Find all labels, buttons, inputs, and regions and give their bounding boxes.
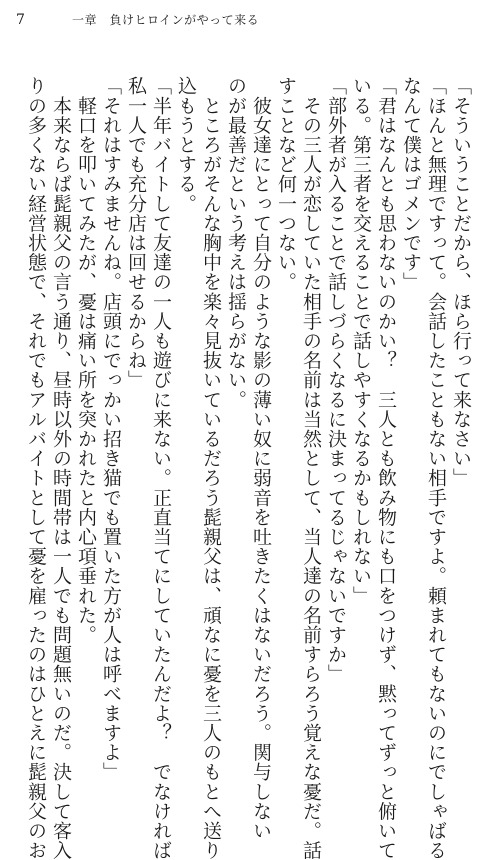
text-line: いる。第三者を交えることで話しやすくなるかもしれない」	[350, 76, 372, 606]
text-line: 込もうとする。	[175, 76, 197, 214]
text-line: 「君はなんとも思わないのかい？ 三人とも飲み物にも口をつけず、黙ってずっと俯いて	[375, 76, 397, 860]
text-line: 「部外者が入ることで話しづらくなるに決まってるじゃないですか」	[325, 76, 347, 684]
text-line: 「半年バイトして友達の一人も遊びに来ない。正直当てにしていたんだよ？ でなければ	[150, 76, 172, 860]
text-line: すことなど何一つない。	[275, 76, 297, 292]
text-line: りの多くない経営状態で、それでもアルバイトとして憂を雇ったのはひとえに髭親父のお	[25, 76, 47, 860]
text-line: 「ほんと無理ですって。会話したこともない相手ですよ。頼まれてもないのにでしゃばる	[425, 76, 447, 860]
page-number: 7	[16, 12, 25, 28]
text-line: ところがそんな胸中を楽々見抜いているだろう髭親父は、頑なに憂を三人のもとへ送り	[200, 76, 222, 860]
text-line: のが最善だという考えは揺らがない。	[225, 76, 247, 410]
text-line: 「それはすみませんね。店頭にでっかい招き猫でも置いた方が人は呼べますよ」	[100, 76, 122, 782]
text-line: 彼女達にとって自分のような影の薄い奴に弱音を吐きたくはないだろう。関与しない	[250, 76, 272, 841]
text-line: 「そういうことだから、ほら行って来なさい」	[450, 76, 472, 488]
text-line: なんて僕はゴメンです」	[400, 76, 422, 292]
vertical-text-body	[0, 76, 500, 860]
text-line: 本来ならば髭親父の言う通り、昼時以外の時間帯は一人でも問題無いのだ。決して客入	[50, 76, 72, 860]
running-head: 一章 負けヒロインがやって来る	[72, 13, 260, 27]
text-line: 軽口を叩いてみたが、憂は痛い所を突かれたと内心項垂れた。	[75, 76, 97, 645]
text-line: 私一人でも充分店は回せるからね」	[125, 76, 147, 390]
text-line: その三人が恋していた相手の名前は当然として、当人達の名前すらろう覚えな憂だ。話	[300, 76, 322, 860]
